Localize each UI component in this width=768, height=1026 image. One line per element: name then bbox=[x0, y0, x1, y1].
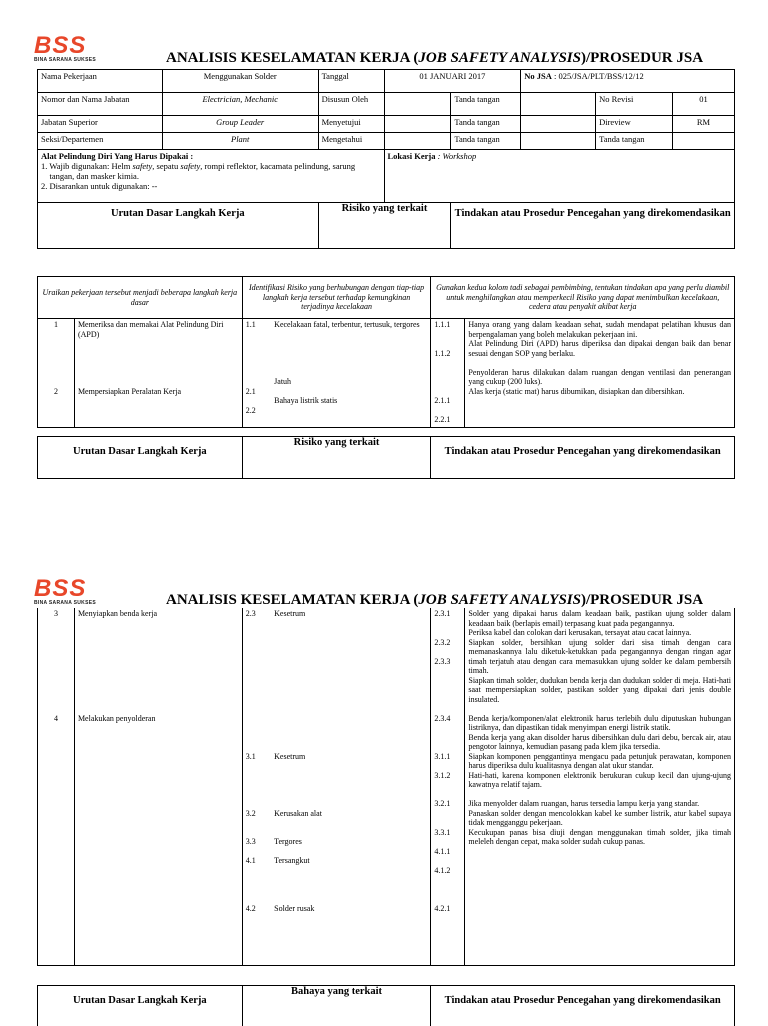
action-descriptions-p2: Solder yang dipakai harus dalam keadaan baik, pastikan ujung solder dalam keadaan baik (berlapis email) terpasang kuat pada pegangannya. Periksa kabel dan colokan dari kerusakan, tersayat atau cacat lainnya. Siapkan solder, bersihkan ujung solder dari sisa timah dengan cara memanaskannya lalu diketuk-ketukkan pada pegangannya dengan ringan agar timah terjatuh atau dengan cara memasukkan ujung solder ke dalam pembersih timah. Siapkan timah solder, dudukan benda kerja dan dudukan solder di meja. Hati-hati saat mempersiapkan solder, pastikan solder yang dipakai dari jenis double insulated. Benda kerja/komponen/alat elektronik harus terlebih dulu diputuskan hubungan listriknya, dan dipastikan tidak menyimpan energi listrik statik. Benda kerja yang akan disolder harus dibersihkan dulu dari debu, bercak air, atau pengotor lainnya, kemudian pasang pada klem jika tersedia. Siapkan komponen penggantinya mengacu pada petunjuk perawatan, komponen harus diperiksa dulu kualitasnya dengan alat ukur standar. Hati-hati, karena komponen elektronik berukuran cukup kecil dan ujung-ujung kawatnya relatif tajam. Jika menyolder dalam ruangan, harus tersedia lampu kerja yang standar. Panaskan solder dengan mencolokkan kabel ke sumber listrik, atur kabel supaya tidak mengganggu pekerjaan. Kecukupan panas bisa diuji dengan menggunakan timah solder, jika timah meleleh dengan cepat, maka solder sudah cukup panas. bbox=[465, 608, 735, 965]
value-tanda-tangan-4 bbox=[673, 133, 735, 150]
steps-table-p2 bbox=[37, 608, 735, 966]
page-title-p2: ANALISIS KESELAMATAN KERJA (JOB SAFETY ANALYSIS)/PROSEDUR JSA bbox=[166, 592, 704, 608]
step-descriptions-p2: Menyiapkan benda kerja Melakukan penyolderan bbox=[74, 608, 242, 965]
value-nomor-jabatan: Electrician, Mechanic bbox=[162, 93, 318, 116]
value-tanda-tangan-1 bbox=[521, 93, 596, 116]
step-descriptions: Memeriksa dan memakai Alat Pelindung Diri (APD) Mempersiapkan Peralatan Kerja bbox=[74, 319, 242, 428]
value-no-revisi: 01 bbox=[673, 93, 735, 116]
label-jabatan-superior: Jabatan Superior bbox=[38, 116, 163, 133]
footer-langkah-kerja: Urutan Dasar Langkah Kerja bbox=[38, 437, 243, 479]
action-descriptions: Hanya orang yang dalam keadaan sehat, sudah mendapat pelatihan khusus dan berpengalaman yang boleh melakukan pekerjaan ini. Alat Pelindung Diri (APD) harus diperiksa dan dipakai dengan baik dan benar sesuai dengan SOP yang berlaku. Penyolderan harus dilakukan dalam ruangan dengan ventilasi dan penerangan yang cukup (200 luks). Alas kerja (static mat) harus dibumikan, disiapkan dan dibersihkan. bbox=[465, 319, 735, 428]
job-info-table bbox=[37, 69, 735, 249]
label-direview: Direview bbox=[596, 116, 673, 133]
value-tanda-tangan-3 bbox=[521, 133, 596, 150]
company-logo bbox=[34, 32, 96, 63]
action-numbers: 1.1.1 1.1.2 2.1.1 2.2.1 bbox=[431, 319, 465, 428]
header-langkah-kerja: Urutan Dasar Langkah Kerja bbox=[38, 203, 319, 249]
value-direview: RM bbox=[673, 116, 735, 133]
apd-title: Alat Pelindung Diri Yang Harus Dipakai : bbox=[41, 151, 194, 161]
guidance-table-p1 bbox=[37, 276, 735, 319]
footer-bahaya-p2: Bahaya yang terkait bbox=[242, 986, 431, 1026]
footer-header-p1 bbox=[37, 436, 735, 479]
guidance-col2: Identifikasi Risiko yang berhubungan dengan tiap-tiap langkah kerja tersebut terhadap kemungkinan terjadinya kecelakaan bbox=[242, 277, 431, 319]
value-tanggal: 01 JANUARI 2017 bbox=[384, 70, 521, 93]
footer-tindakan-p2: Tindakan atau Prosedur Pencegahan yang direkomendasikan bbox=[431, 986, 735, 1026]
label-nomor-jabatan: Nomor dan Nama Jabatan bbox=[38, 93, 163, 116]
steps-table-p1 bbox=[37, 318, 735, 428]
label-tanda-tangan-3: Tanda tangan bbox=[451, 133, 521, 150]
action-numbers-p2: 2.3.1 2.3.2 2.3.3 2.3.4 3.1.1 3.1.2 3.2.1 3.3.1 4.1.1 4.1.2 4.2.1 bbox=[431, 608, 465, 965]
value-mengetahui bbox=[384, 133, 451, 150]
footer-langkah-kerja-p2: Urutan Dasar Langkah Kerja bbox=[38, 986, 243, 1026]
logo-mark: BSS bbox=[34, 32, 87, 59]
step-numbers-p2: 3 4 bbox=[38, 608, 75, 965]
value-menyetujui bbox=[384, 116, 451, 133]
risk-numbers-p2: 2.3 3.1 3.2 3.3 4.1 4.2 bbox=[242, 608, 271, 965]
footer-header-p2 bbox=[37, 985, 735, 1026]
step-numbers: 1 2 bbox=[38, 319, 75, 428]
label-tanda-tangan-1: Tanda tangan bbox=[451, 93, 521, 116]
risk-descriptions: Kecelakaan fatal, terbentur, tertusuk, tergores Jatuh Bahaya listrik statis bbox=[271, 319, 431, 428]
risk-numbers: 1.1 2.1 2.2 bbox=[242, 319, 271, 428]
header-risiko: Risiko yang terkait bbox=[318, 203, 451, 249]
label-no-revisi: No Revisi bbox=[596, 93, 673, 116]
label-menyetujui: Menyetujui bbox=[318, 116, 384, 133]
guidance-col1: Uraikan pekerjaan tersebut menjadi beberapa langkah kerja dasar bbox=[38, 277, 243, 319]
value-jabatan-superior: Group Leader bbox=[162, 116, 318, 133]
value-no-jsa: No JSA : 025/JSA/PLT/BSS/12/12 bbox=[521, 70, 735, 93]
label-disusun: Disusun Oleh bbox=[318, 93, 384, 116]
apd-section: Alat Pelindung Diri Yang Harus Dipakai : 1. Wajib digunakan: Helm safety, sepatu safety, rompi reflektor, kacamata pelindung, sarung tangan, dan masker kimia. 2. Disarankan untuk digunakan: -- bbox=[38, 150, 385, 203]
logo-subtitle: BINA SARANA SUKSES bbox=[34, 57, 96, 63]
value-nama-pekerjaan: Menggunakan Solder bbox=[162, 70, 318, 93]
risk-descriptions-p2: Kesetrum Kesetrum Kerusakan alat Tergores Tersangkut Solder rusak bbox=[271, 608, 431, 965]
company-logo-p2 bbox=[34, 575, 96, 606]
value-seksi: Plant bbox=[162, 133, 318, 150]
label-nama-pekerjaan: Nama Pekerjaan bbox=[38, 70, 163, 93]
footer-risiko: Risiko yang terkait bbox=[242, 437, 431, 479]
label-mengetahui: Mengetahui bbox=[318, 133, 384, 150]
label-seksi: Seksi/Departemen bbox=[38, 133, 163, 150]
label-tanggal: Tanggal bbox=[318, 70, 384, 93]
lokasi-kerja: Lokasi Kerja : Workshop bbox=[384, 150, 734, 203]
label-tanda-tangan-2: Tanda tangan bbox=[451, 116, 521, 133]
guidance-col3: Gunakan kedua kolom tadi sebagai pembimbing, tentukan tindakan apa yang perlu diambil untuk menghilangkan atau memperkecil Risiko yang dapat menimbulkan kecelakaan, cedera atau penyakit akibat kerja bbox=[431, 277, 735, 319]
header-tindakan: Tindakan atau Prosedur Pencegahan yang direkomendasikan bbox=[451, 203, 735, 249]
logo-mark-p2: BSS bbox=[34, 575, 87, 602]
value-disusun bbox=[384, 93, 451, 116]
footer-tindakan: Tindakan atau Prosedur Pencegahan yang direkomendasikan bbox=[431, 437, 735, 479]
label-tanda-tangan-4: Tanda tangan bbox=[596, 133, 673, 150]
page-title: ANALISIS KESELAMATAN KERJA (JOB SAFETY ANALYSIS)/PROSEDUR JSA bbox=[166, 50, 704, 66]
logo-subtitle-p2: BINA SARANA SUKSES bbox=[34, 600, 96, 606]
value-tanda-tangan-2 bbox=[521, 116, 596, 133]
